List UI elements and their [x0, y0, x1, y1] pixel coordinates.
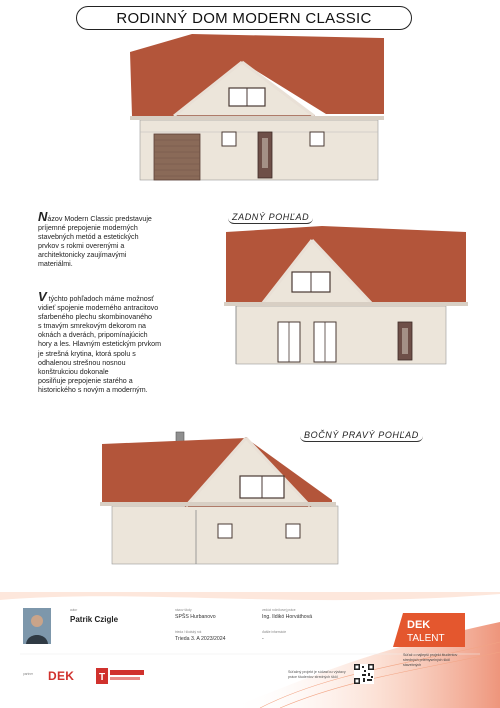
dropcap-n: N: [38, 209, 48, 224]
talent-subtitle: TALENT: [407, 633, 445, 644]
school-label: názov školy: [175, 608, 192, 612]
other-value: -: [262, 636, 264, 642]
teacher-value: Ing. Ildikó Horváthová: [262, 614, 313, 620]
competition-note: Súťaž o najlepší projekt študentov stredných priemyselných škôl stavebných: [403, 653, 458, 667]
student-photo: [23, 608, 51, 644]
partner-school-logo: [96, 668, 146, 684]
rear-elevation-drawing: [222, 226, 472, 366]
student-name: Patrik Czigle: [70, 615, 119, 624]
rear-view-label: ZADNÝ POHĽAD: [228, 212, 313, 224]
dek-logo: DEK: [48, 669, 75, 683]
side-elevation-drawing: [96, 430, 346, 566]
page-title: RODINNÝ DOM MODERN CLASSIC: [76, 6, 412, 30]
qr-code: [354, 664, 374, 684]
teacher-label: vedúci ročníkovej práce: [262, 608, 296, 612]
svg-text:T: T: [99, 672, 106, 683]
class-value: Trieda 3. A 2023/2024: [175, 636, 226, 642]
partner-label: partner: [23, 672, 34, 676]
talent-title: DEK: [407, 619, 431, 631]
school-value: SPŠS Hurbanovo: [175, 614, 216, 620]
exhibition-note: Súťažný projekt je súčasťou výstavy práce študentov stredných škôl: [288, 670, 346, 679]
description-paragraph-2: [38, 289, 218, 395]
description-text-1: ázov Modern Classic predstavuje príjemné prepojenie moderných stavebných metód a estetických prvkov s rokmi overenými a architektonicky zaujímavými materiálmi.: [38, 215, 152, 269]
dropcap-v: V: [38, 289, 47, 304]
description-paragraph-1: [38, 209, 218, 270]
side-view-label: BOČNÝ PRAVÝ POHĽAD: [300, 430, 423, 442]
class-label: trieda / školský rok: [175, 630, 202, 634]
dek-talent-badge: [393, 613, 465, 647]
description-text-2: týchto pohľadoch máme možnosť vidieť spojenie moderného antracitovo sfarbeného plechu skombinovaného s tmavým smrekovým dekorom na oknách a dverách, pripomínajúcich hory a les. Hlavným estetickým prvkom je strešná krytina, ktorá spolu s odhalenou strešnou nosnou konštrukciou dokonale posilňuje prepojenie starého a historického s novým a moderným.: [38, 295, 161, 394]
student-label: autor: [70, 608, 78, 612]
front-elevation-drawing: [130, 34, 390, 184]
other-label: ďalšie informácie: [262, 630, 287, 634]
